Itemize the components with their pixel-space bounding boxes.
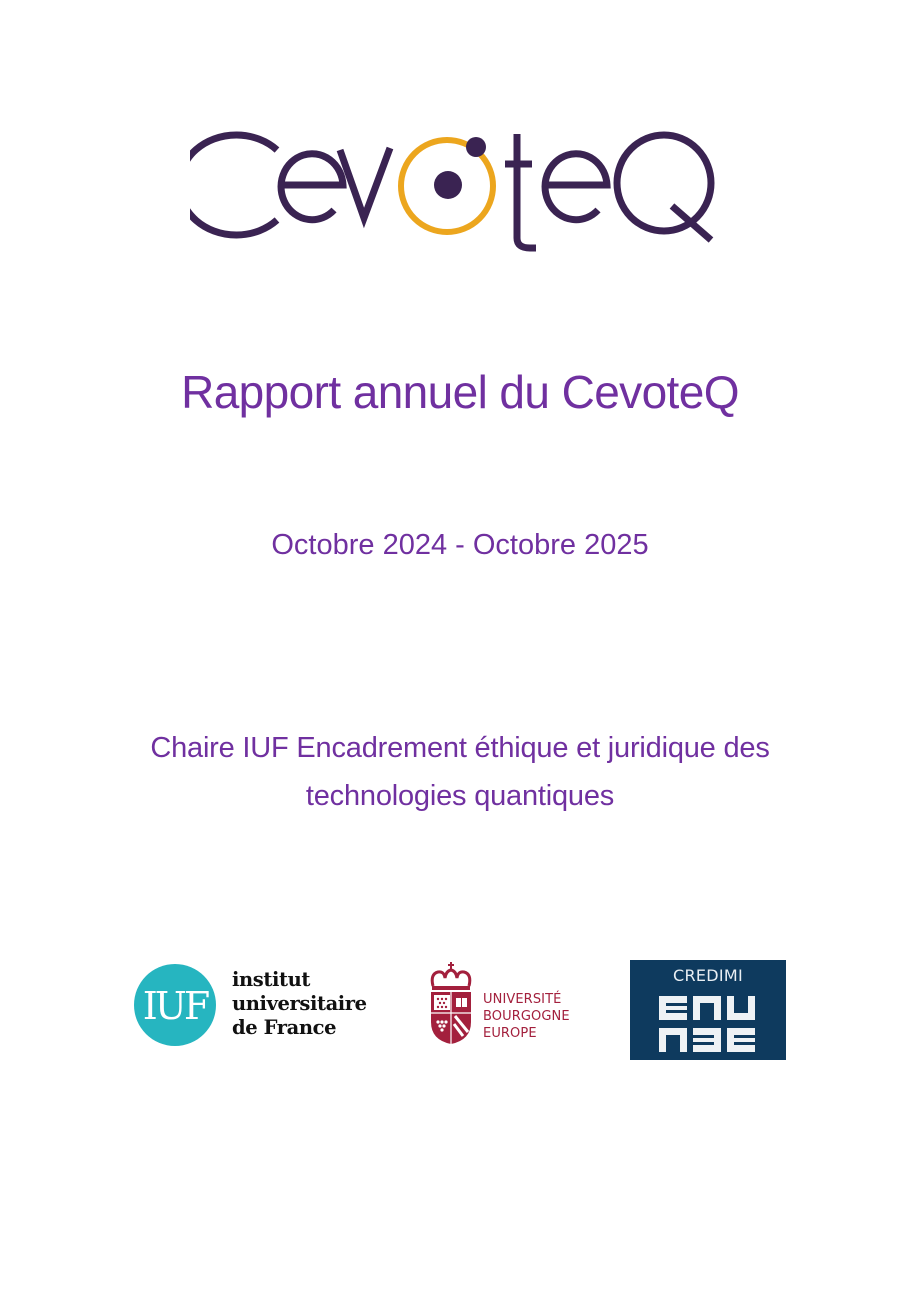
electron-dot xyxy=(466,137,486,157)
credimi-label: CREDIMI xyxy=(672,966,744,985)
chair-description xyxy=(120,724,800,820)
report-title: Rapport annuel du CevoteQ xyxy=(181,366,739,418)
letter-v xyxy=(340,148,390,218)
letter-c xyxy=(190,135,277,235)
iuf-emblem-icon xyxy=(132,962,222,1050)
svg-text:IUF: IUF xyxy=(142,984,208,1028)
nucleus-dot xyxy=(434,171,462,199)
report-period: Octobre 2024 - Octobre 2025 xyxy=(271,529,649,561)
credimi-logo xyxy=(630,960,786,1060)
letter-q xyxy=(617,135,711,231)
letter-e-1 xyxy=(281,154,343,220)
chair-line-1: Chaire IUF Encadrement éthique et juridique des xyxy=(150,732,770,764)
iuf-logo xyxy=(132,962,372,1050)
ube-wordmark: UNIVERSITÉ BOURGOGNE EUROPE xyxy=(483,992,570,1041)
cevoteq-logo xyxy=(190,120,730,260)
chair-line-2: technologies quantiques xyxy=(305,780,615,812)
letter-t xyxy=(505,134,536,248)
ube-crest-icon xyxy=(428,960,480,1046)
ube-logo xyxy=(428,960,578,1046)
letter-e-2 xyxy=(545,154,607,220)
credimi-glyph-icon xyxy=(630,960,786,1060)
iuf-wordmark: institut universitaire de France xyxy=(232,968,367,1039)
